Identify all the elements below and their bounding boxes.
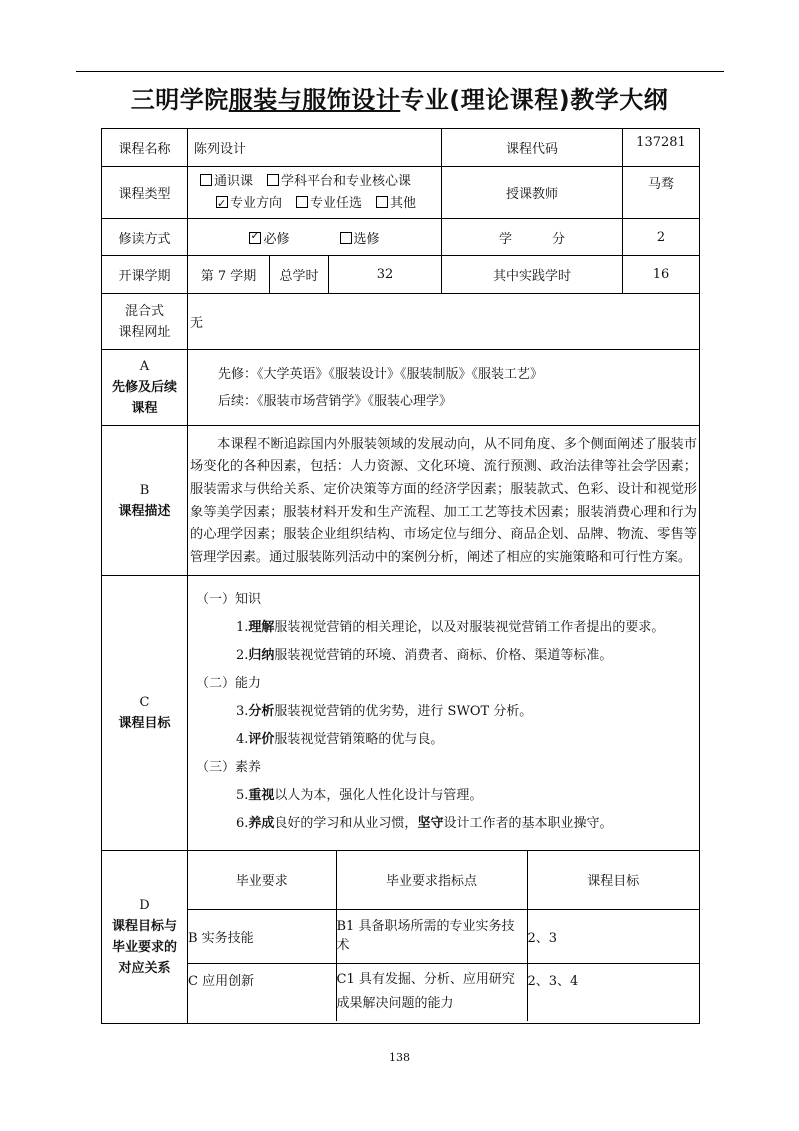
row-course-type [102,167,700,219]
header-rule [76,71,724,72]
term-value: 第 7 学期 [188,256,270,294]
checkbox-required[interactable] [249,232,261,244]
course-name-label: 课程名称 [102,129,188,167]
goal-group-heading: （二）能力 [196,676,262,691]
section-a-label: A 先修及后续 课程 [102,350,188,426]
indicator-cell: C1 具有发掘、分析、应用研究成果解决问题的能力 [336,963,527,1021]
row-term [102,256,700,294]
row-blended [102,294,700,350]
course-code-value: 137281 [623,129,700,167]
checkbox-optional[interactable] [340,232,352,244]
checkbox-general[interactable] [200,174,212,186]
row-course-name [102,129,700,167]
section-b-label: B 课程描述 [102,426,188,576]
goal-item: 5.重视以人为本，强化人性化设计与管理。 [236,788,483,803]
header-indicator: 毕业要求指标点 [336,851,527,909]
course-type-options: 通识课 学科平台和专业核心课 ✓专业方向 专业任选 其他 [188,167,442,219]
goal-item: 4.评价服装视觉营销策略的优与良。 [236,732,444,747]
practice-hours-label: 其中实践学时 [442,256,623,294]
header-goals: 课程目标 [527,851,699,909]
blended-label: 混合式 课程网址 [102,294,188,350]
goals-cell: 2、3 [527,909,699,963]
requirement-cell: C 应用创新 [188,963,336,1021]
course-name-value: 陈列设计 [188,129,442,167]
page-number: 138 [389,1051,410,1064]
checkbox-other[interactable] [376,196,388,208]
blended-url: 无 [188,294,700,350]
section-d-content [188,851,700,1024]
goal-group-heading: （一）知识 [196,592,262,607]
table-row [188,963,699,1021]
row-section-a [102,350,700,426]
term-label: 开课学期 [102,256,188,294]
section-d-label: D 课程目标与 毕业要求的 对应关系 [102,851,188,1024]
credit-value: 2 [623,219,700,256]
goal-item: 3.分析服装视觉营销的优劣势，进行 SWOT 分析。 [236,704,533,719]
study-mode-label: 修读方式 [102,219,188,256]
row-section-b [102,426,700,576]
course-type-label: 课程类型 [102,167,188,219]
checkbox-core[interactable] [267,174,279,186]
followup-courses: 后续：《服装市场营销学》《服装心理学》 [218,393,453,409]
syllabus-table [101,128,700,1024]
goal-item: 6.养成良好的学习和从业习惯，坚守设计工作者的基本职业操守。 [236,816,613,831]
page-title: 三明学院服装与服饰设计专业(理论课程)教学大纲 [130,86,669,114]
prerequisite-courses: 先修：《大学英语》《服装设计》《服装制版》《服装工艺》 [218,366,544,382]
section-c-label: C 课程目标 [102,576,188,851]
course-goals [188,576,700,851]
requirement-cell: B 实务技能 [188,909,336,963]
row-section-d [102,851,700,1024]
mapping-header-row [188,851,699,909]
table-row [188,909,699,963]
teacher-value: 马骛 [623,167,700,219]
outcome-mapping-table [188,851,699,1021]
goal-group-heading: （三）素养 [196,760,262,775]
checkbox-major-elective[interactable] [296,196,308,208]
total-hours-label: 总学时 [270,256,329,294]
practice-hours-value: 16 [623,256,700,294]
header-requirement: 毕业要求 [188,851,336,909]
checkbox-major-direction[interactable] [216,196,228,208]
credit-label: 学 分 [442,219,623,256]
course-code-label: 课程代码 [442,129,623,167]
study-mode-options: ✓ 必修 选修 [188,219,442,256]
row-study-mode [102,219,700,256]
teacher-label: 授课教师 [442,167,623,219]
goal-item: 1.理解服装视觉营销的相关理论，以及对服装视觉营销工作者提出的要求。 [236,620,665,635]
indicator-cell: B1 具备职场所需的专业实务技术 [336,909,527,963]
course-description: 本课程不断追踪国内外服装领域的发展动向，从不同角度、多个侧面阐述了服装市场变化的各种因素，包括：人力资源、文化环境、流行预测、政治法律等社会学因素；服装需求与供给关系、定价决策等方面的经济学因素；服装款式、色彩、设计和视觉形象等美学因素；服装材料开发和生产流程、加工工艺等技术因素；服装消费心理和行为的心理学因素；服装企业组织结构、市场定位与细分、商品企划、品牌、物流、零售等管理学因素。通过服装陈列活动中的案例分析，阐述了相应的实施策略和可行性方案。 [188,426,700,576]
goal-item: 2.归纳服装视觉营销的环境、消费者、商标、价格、渠道等标准。 [236,648,613,663]
total-hours-value: 32 [329,256,442,294]
section-a-content [188,350,700,426]
row-section-c [102,576,700,851]
goals-cell: 2、3、4 [527,963,699,1021]
